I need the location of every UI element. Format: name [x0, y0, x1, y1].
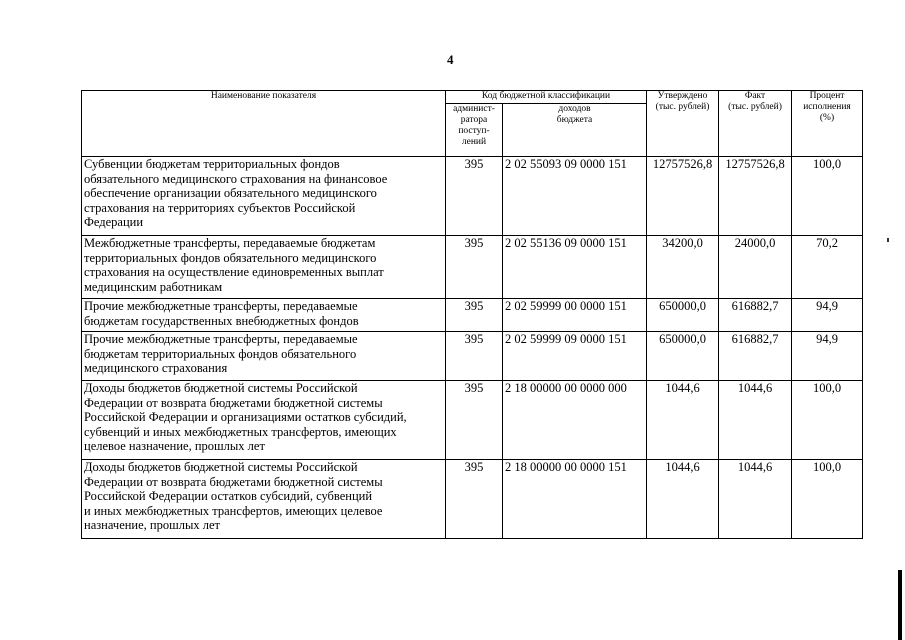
header-approved — [647, 91, 719, 157]
header-admin-code — [446, 104, 503, 157]
header-approved-text: Утверждено (тыс. рублей) — [655, 91, 710, 112]
scan-edge-shadow — [898, 570, 902, 640]
header-indicator-name-text: Наименование показателя — [210, 91, 317, 101]
row-revenue-code: 2 18 00000 00 0000 000 — [503, 381, 647, 460]
row-percent: 100,0 — [792, 157, 863, 236]
header-revenue-text: доходов бюджета — [556, 104, 593, 125]
header-fact — [719, 91, 792, 157]
row-fact: 12757526,8 — [719, 157, 792, 236]
row-admin-code: 395 — [446, 236, 503, 299]
header-admin-text: админист- ратора поступ- лений — [453, 104, 495, 147]
page-number: 4 — [447, 52, 454, 67]
row-approved: 1044,6 — [647, 381, 719, 460]
header-indicator-name — [82, 91, 446, 157]
row-name: Прочие межбюджетные трансферты, передаваемые бюджетам территориальных фондов обязательного медицинского страхования — [82, 332, 446, 381]
row-approved: 1044,6 — [647, 460, 719, 539]
row-name: Доходы бюджетов бюджетной системы Российской Федерации от возврата бюджетами бюджетной системы Российской Федерации остатков субсидий, субвенций и иных межбюджетных трансфертов, имеющих целевое назначение, прошлых лет — [82, 460, 446, 539]
row-fact: 616882,7 — [719, 299, 792, 332]
row-revenue-code: 2 02 59999 00 0000 151 — [503, 299, 647, 332]
row-fact: 1044,6 — [719, 460, 792, 539]
row-percent: 100,0 — [792, 460, 863, 539]
row-name: Прочие межбюджетные трансферты, передаваемые бюджетам государственных внебюджетных фондов — [82, 299, 446, 332]
row-approved: 12757526,8 — [647, 157, 719, 236]
header-revenue-code — [503, 104, 647, 157]
row-admin-code: 395 — [446, 157, 503, 236]
row-admin-code: 395 — [446, 299, 503, 332]
row-percent: 94,9 — [792, 299, 863, 332]
row-percent: 70,2 — [792, 236, 863, 299]
row-revenue-code: 2 18 00000 00 0000 151 — [503, 460, 647, 539]
header-percent-text: Процент исполнения (%) — [803, 91, 851, 123]
row-approved: 650000,0 — [647, 332, 719, 381]
budget-execution-table — [81, 90, 863, 539]
row-name: Межбюджетные трансферты, передаваемые бюджетам территориальных фондов обязательного медицинского страхования на осуществление единовременных выплат медицинским работникам — [82, 236, 446, 299]
row-revenue-code: 2 02 59999 09 0000 151 — [503, 332, 647, 381]
row-admin-code: 395 — [446, 381, 503, 460]
row-admin-code: 395 — [446, 332, 503, 381]
row-approved: 650000,0 — [647, 299, 719, 332]
header-percent — [792, 91, 863, 157]
header-fact-text: Факт (тыс. рублей) — [728, 91, 782, 112]
row-name: Доходы бюджетов бюджетной системы Российской Федерации от возврата бюджетами бюджетной системы Российской Федерации и организациями остатков субсидий, субвенций и иных межбюджетных трансфертов, имеющих целевое назначение, прошлых лет — [82, 381, 446, 460]
row-percent: 100,0 — [792, 381, 863, 460]
row-fact: 1044,6 — [719, 381, 792, 460]
table-row — [82, 381, 863, 460]
row-fact: 24000,0 — [719, 236, 792, 299]
row-revenue-code: 2 02 55136 09 0000 151 — [503, 236, 647, 299]
table-row — [82, 157, 863, 236]
row-fact: 616882,7 — [719, 332, 792, 381]
row-percent: 94,9 — [792, 332, 863, 381]
table-row — [82, 236, 863, 299]
table-row — [82, 332, 863, 381]
table-row — [82, 460, 863, 539]
header-budget-classification-code — [446, 91, 647, 104]
table-row — [82, 299, 863, 332]
row-name: Субвенции бюджетам территориальных фондов обязательного медицинского страхования на финансовое обеспечение организации обязательного медицинского страхования на территориях субъектов Российской Федерации — [82, 157, 446, 236]
row-revenue-code: 2 02 55093 09 0000 151 — [503, 157, 647, 236]
row-admin-code: 395 — [446, 460, 503, 539]
header-kbk-text: Код бюджетной классификации — [481, 91, 611, 101]
scan-artifact-mark — [887, 238, 889, 242]
row-approved: 34200,0 — [647, 236, 719, 299]
